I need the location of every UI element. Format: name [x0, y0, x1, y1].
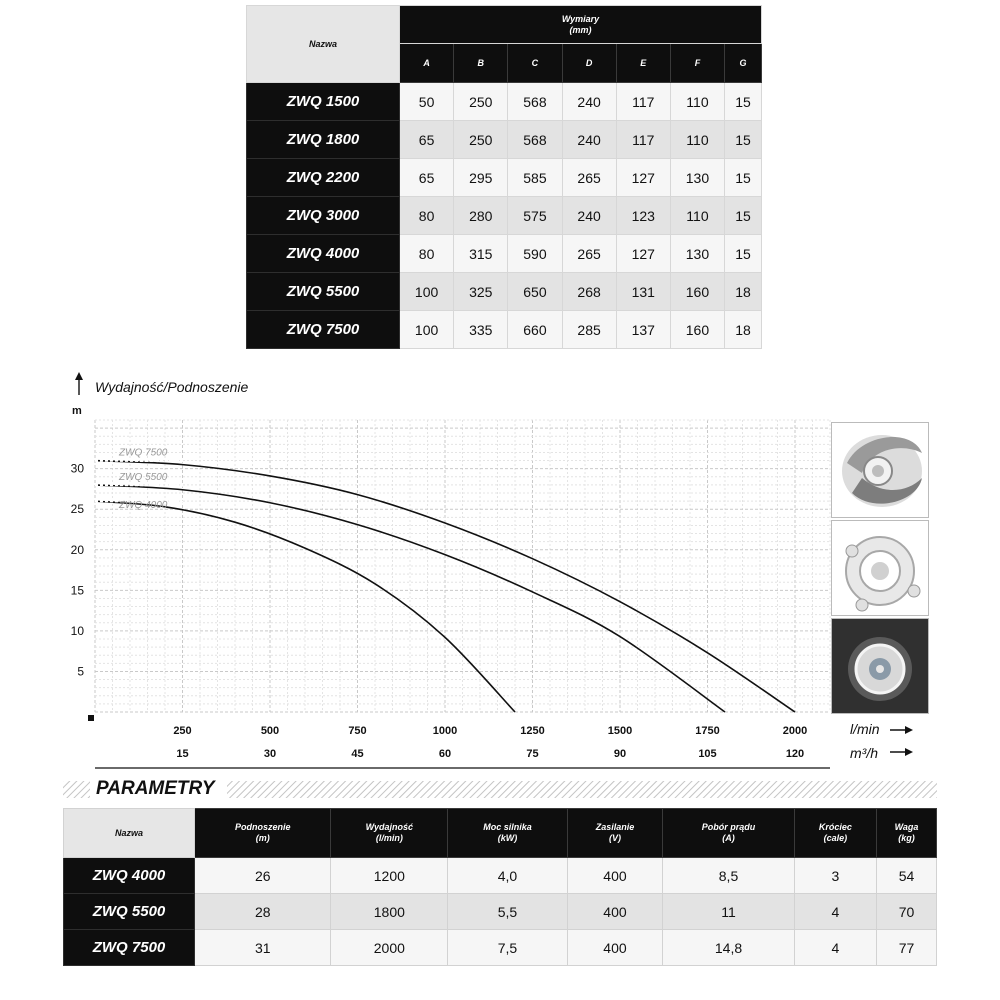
parameter-column-label: Podnoszenie [234, 822, 291, 832]
parameter-cell: 4 [794, 894, 876, 930]
parameter-cell: 28 [195, 894, 331, 930]
parameter-column-unit: (V) [608, 833, 621, 843]
bracket-photo [831, 520, 929, 616]
table-row [247, 235, 762, 273]
dimension-cell: 130 [670, 235, 724, 273]
dimension-cell: 285 [562, 311, 616, 349]
dimension-cell: 137 [616, 311, 670, 349]
dimension-cell: 315 [454, 235, 508, 273]
parameter-column-header [195, 809, 331, 858]
y-axis-ticks [71, 462, 85, 679]
x2-tick-label: 120 [785, 748, 805, 760]
dimension-cell: 80 [400, 235, 454, 273]
x2-axis-label: m³/h [850, 745, 878, 761]
dimension-cell: 265 [562, 159, 616, 197]
dimension-cell: 660 [508, 311, 562, 349]
table-row [247, 159, 762, 197]
parameter-cell: 1800 [331, 894, 448, 930]
parameter-column-label: Moc silnika [483, 822, 532, 832]
dimensions-group-header [400, 6, 762, 44]
parameter-column-header [876, 809, 936, 858]
parameter-column-header [331, 809, 448, 858]
y-tick-label: 25 [70, 502, 84, 517]
parameter-cell: 7,5 [448, 930, 568, 966]
dimension-cell: 585 [508, 159, 562, 197]
parametry-title: PARAMETRY [90, 778, 227, 800]
dimension-cell: 123 [616, 197, 670, 235]
dimension-cell: 127 [616, 235, 670, 273]
dimension-cell: 268 [562, 273, 616, 311]
parameter-cell: 11 [663, 894, 795, 930]
parameters-name-header: Nazwa [64, 809, 195, 858]
dimension-cell: 650 [508, 273, 562, 311]
parameter-cell: 54 [876, 858, 936, 894]
parameter-cell: 14,8 [663, 930, 795, 966]
parameter-cell: 70 [876, 894, 936, 930]
dimension-cell: 117 [616, 121, 670, 159]
x-axis-label: l/min [850, 721, 880, 737]
dimension-cell: 250 [454, 121, 508, 159]
dimension-cell: 100 [400, 311, 454, 349]
model-name: ZWQ 5500 [247, 273, 400, 311]
dimension-cell: 15 [725, 83, 762, 121]
parameter-column-label: Pobór prądu [701, 822, 756, 832]
dimension-cell: 130 [670, 159, 724, 197]
series-label: ZWQ 7500 [119, 447, 168, 459]
dimension-cell: 295 [454, 159, 508, 197]
dimension-cell: 110 [670, 83, 724, 121]
y-tick-label: 30 [70, 461, 84, 476]
dimensions-table-body [247, 83, 762, 349]
table-row [247, 311, 762, 349]
x2-axis-arrow-icon [890, 748, 913, 756]
dimension-cell: 325 [454, 273, 508, 311]
x2-tick-label: 45 [351, 748, 364, 760]
dimension-cell: 568 [508, 121, 562, 159]
parameter-column-unit: (l/min) [375, 833, 403, 843]
dimension-cell: 250 [454, 83, 508, 121]
x-tick-label: 750 [348, 725, 367, 737]
dimension-cell: 15 [725, 159, 762, 197]
parameter-cell: 3 [794, 858, 876, 894]
parameters-header-row [64, 809, 937, 858]
y-axis-label: m [72, 405, 82, 417]
model-name: ZWQ 4000 [64, 858, 195, 894]
dimension-cell: 65 [400, 121, 454, 159]
parameter-column-header [794, 809, 876, 858]
impeller-photo [831, 422, 929, 518]
dimension-cell: 265 [562, 235, 616, 273]
model-name: ZWQ 1800 [247, 121, 400, 159]
dimension-cell: 335 [454, 311, 508, 349]
parameter-column-label: Waga [894, 822, 919, 832]
table-row [247, 121, 762, 159]
table-row [247, 197, 762, 235]
parameter-cell: 400 [567, 894, 662, 930]
dimension-cell: 280 [454, 197, 508, 235]
parameter-column-header [663, 809, 795, 858]
parameter-cell: 400 [567, 858, 662, 894]
dimension-cell: 117 [616, 83, 670, 121]
dimensions-group-title: Wymiary [561, 13, 600, 24]
parameter-column-label: Króciec [818, 822, 852, 832]
parameters-table-body [64, 858, 937, 966]
parameter-cell: 26 [195, 858, 331, 894]
parameter-column-header [567, 809, 662, 858]
x-tick-label: 2000 [782, 725, 808, 737]
dimensions-column-header: F [670, 44, 724, 83]
dimension-cell: 240 [562, 83, 616, 121]
dimension-cell: 590 [508, 235, 562, 273]
x2-tick-label: 105 [698, 748, 717, 760]
x-tick-label: 1500 [607, 725, 633, 737]
x-axis-arrow-icon [890, 726, 913, 734]
parameter-column-unit: (kg) [898, 833, 915, 843]
parameter-cell: 5,5 [448, 894, 568, 930]
parameter-cell: 4,0 [448, 858, 568, 894]
y-tick-label: 10 [70, 623, 84, 638]
dimension-cell: 18 [725, 311, 762, 349]
parameter-cell: 2000 [331, 930, 448, 966]
dimension-cell: 240 [562, 121, 616, 159]
x-tick-label: 250 [173, 725, 192, 737]
parameter-column-unit: (A) [722, 833, 735, 843]
x2-tick-label: 15 [176, 748, 189, 760]
chart-grid [95, 420, 830, 712]
parameter-cell: 1200 [331, 858, 448, 894]
y-tick-label: 5 [77, 664, 84, 679]
parameter-cell: 4 [794, 930, 876, 966]
model-name: ZWQ 3000 [247, 197, 400, 235]
dimension-cell: 110 [670, 121, 724, 159]
dimension-cell: 100 [400, 273, 454, 311]
dimension-cell: 65 [400, 159, 454, 197]
parameter-column-unit: (m) [255, 833, 270, 843]
chart-axis-arrow-icon [75, 372, 83, 395]
table-row [64, 858, 937, 894]
dimensions-column-header: B [454, 44, 508, 83]
chart-origin-marker [88, 715, 94, 721]
x-tick-label: 1000 [432, 725, 458, 737]
x2-tick-label: 75 [526, 748, 539, 760]
x-tick-label: 500 [260, 725, 280, 737]
model-name: ZWQ 4000 [247, 235, 400, 273]
model-name: ZWQ 5500 [64, 894, 195, 930]
dimension-cell: 131 [616, 273, 670, 311]
parameter-column-label: Wydajność [365, 822, 414, 832]
table-row [247, 273, 762, 311]
dimension-cell: 575 [508, 197, 562, 235]
x-tick-label: 1250 [520, 725, 545, 737]
model-name: ZWQ 7500 [64, 930, 195, 966]
dimension-cell: 15 [725, 121, 762, 159]
x2-tick-label: 60 [438, 748, 452, 760]
dimension-cell: 240 [562, 197, 616, 235]
parameter-cell: 77 [876, 930, 936, 966]
x-axis-ticks [173, 725, 807, 760]
table-row [247, 83, 762, 121]
dimensions-column-header: E [616, 44, 670, 83]
pump-base-photo [831, 618, 929, 714]
dimensions-column-header: A [400, 44, 454, 83]
chart-title: Wydajność/Podnoszenie [95, 379, 249, 395]
x2-tick-label: 90 [613, 748, 627, 760]
dimension-cell: 127 [616, 159, 670, 197]
parameter-cell: 400 [567, 930, 662, 966]
dimensions-column-header: D [562, 44, 616, 83]
dimension-cell: 110 [670, 197, 724, 235]
series-label: ZWQ 4000 [119, 500, 168, 512]
x-tick-label: 1750 [695, 725, 720, 737]
dimensions-table [246, 5, 762, 349]
dimension-cell: 18 [725, 273, 762, 311]
series-label: ZWQ 5500 [119, 471, 168, 483]
y-tick-label: 15 [70, 583, 84, 598]
x2-tick-label: 30 [263, 748, 277, 760]
dimension-cell: 15 [725, 197, 762, 235]
model-name: ZWQ 7500 [247, 311, 400, 349]
dimension-cell: 568 [508, 83, 562, 121]
table-row [64, 930, 937, 966]
parameter-cell: 31 [195, 930, 331, 966]
parameter-column-label: Zasilanie [595, 822, 635, 832]
model-name: ZWQ 1500 [247, 83, 400, 121]
dimension-cell: 50 [400, 83, 454, 121]
parameter-column-unit: (kW) [497, 833, 518, 843]
dimension-cell: 15 [725, 235, 762, 273]
model-name: ZWQ 2200 [247, 159, 400, 197]
dimension-cell: 160 [670, 311, 724, 349]
y-tick-label: 20 [70, 542, 84, 557]
parameters-table [63, 808, 937, 966]
dimensions-group-unit: (mm) [569, 24, 592, 35]
dimensions-name-header: Nazwa [247, 6, 400, 83]
dimensions-column-header: G [725, 44, 762, 83]
parameter-cell: 8,5 [663, 858, 795, 894]
parameter-column-unit: (cale) [823, 833, 848, 843]
dimension-cell: 80 [400, 197, 454, 235]
dimension-cell: 160 [670, 273, 724, 311]
table-row [64, 894, 937, 930]
parameter-column-header [448, 809, 568, 858]
dimensions-column-header: C [508, 44, 562, 83]
